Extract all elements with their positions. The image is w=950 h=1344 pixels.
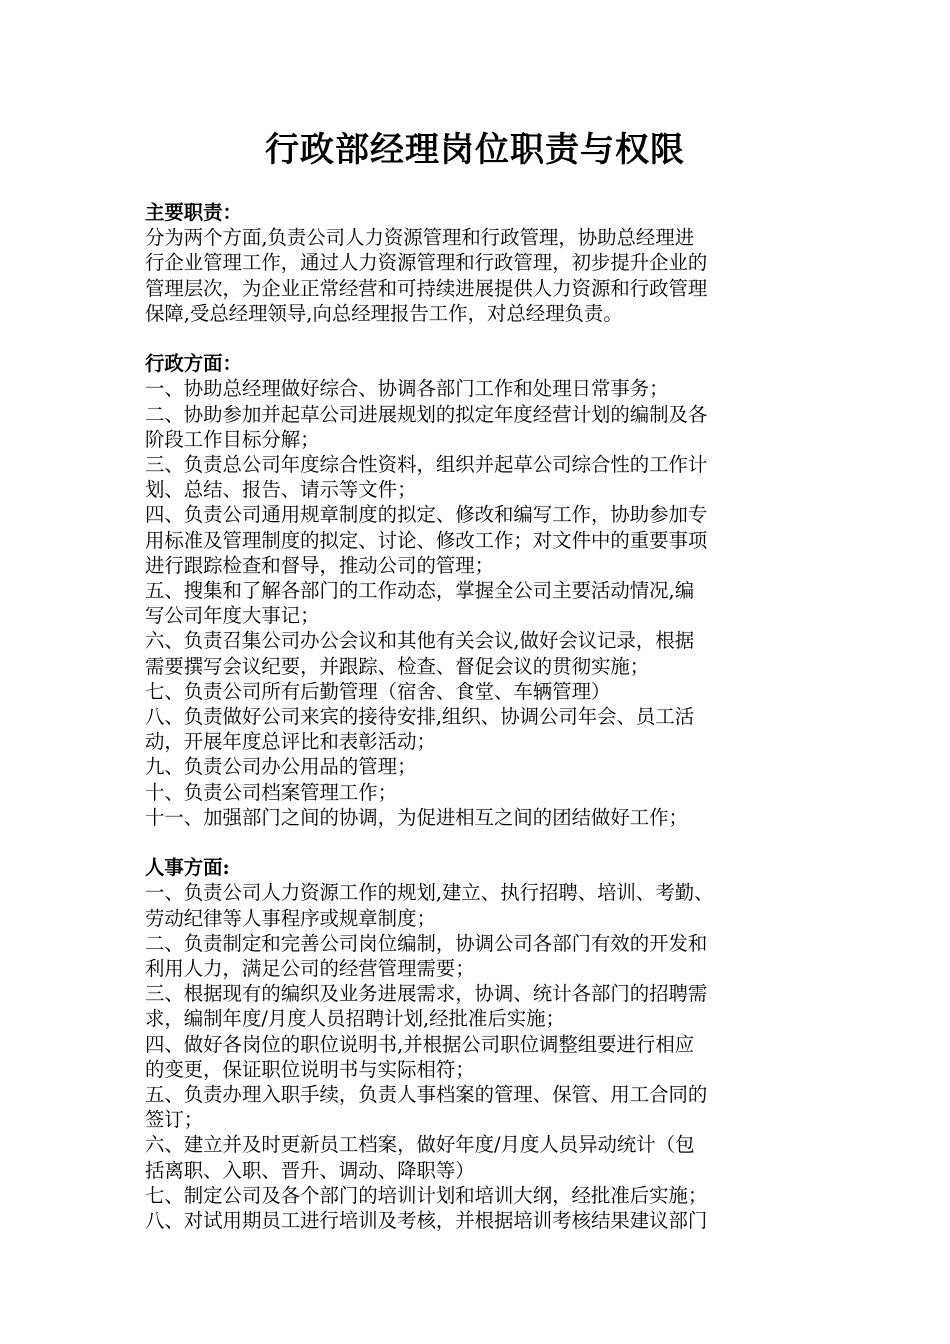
section-main-duties [145,200,825,326]
list-line: 四、做好各岗位的职位说明书,并根据公司职位调整组要进行相应 [145,1032,695,1056]
list-line: 一、协助总经理做好综合、协调各部门工作和处理日常事务； [145,377,669,401]
list-line: 十一、加强部门之间的协调，为促进相互之间的团结做好工作； [145,805,688,829]
list-line: 的变更，保证职位说明书与实际相符； [145,1057,475,1081]
list-line: 用标准及管理制度的拟定、讨论、修改工作；对文件中的重要事项 [145,528,708,552]
section-heading: 主要职责： [145,201,242,224]
paragraph-line: 行企业管理工作，通过人力资源管理和行政管理，初步提升企业的 [145,251,708,275]
list-line: 四、负责公司通用规章制度的拟定、修改和编写工作，协助参加专 [145,503,708,527]
section-heading: 行政方面： [145,352,242,376]
list-line: 九、负责公司办公用品的管理； [145,755,417,779]
list-line: 五、负责办理入职手续，负责人事档案的管理、保管、用工合同的 [145,1083,708,1107]
list-line: 十、负责公司档案管理工作； [145,780,398,804]
section-administration [145,351,825,830]
section-spacer [145,326,825,351]
list-line: 写公司年度大事记； [145,604,320,628]
paragraph-line: 管理层次，为企业正常经营和可持续进展提供人力资源和行政管理 [145,276,708,300]
list-line: 二、协助参加并起草公司进展规划的拟定年度经营计划的编制及各 [145,402,708,426]
list-line: 八、负责做好公司来宾的接待安排,组织、协调公司年会、员工活 [145,705,695,729]
list-line: 八、对试用期员工进行培训及考核，并根据培训考核结果建议部门 [145,1209,708,1233]
section-spacer [145,830,825,855]
list-line: 七、制定公司及各个部门的培训计划和培训大纲，经批准后实施； [145,1183,708,1207]
list-line: 一、负责公司人力资源工作的规划,建立、执行招聘、培训、考勤、 [145,881,714,905]
section-heading: 人事方面: [145,856,230,880]
list-line: 划、总结、报告、请示等文件； [145,478,417,502]
paragraph-line: 保障,受总经理领导,向总经理报告工作，对总经理负责。 [145,301,623,325]
document-body [145,200,825,1233]
list-line: 七、负责公司所有后勤管理（宿舍、食堂、车辆管理） [145,679,611,703]
list-line: 进行跟踪检查和督导，推动公司的管理； [145,553,495,577]
list-line: 括离职、入职、晋升、调动、降职等） [145,1158,475,1182]
list-line: 动，开展年度总评比和表彰活动； [145,730,436,754]
section-personnel [145,855,825,1233]
list-line: 六、建立并及时更新员工档案，做好年度/月度人员异动统计（包 [145,1133,695,1157]
list-line: 利用人力，满足公司的经营管理需要； [145,957,475,981]
list-line: 需要撰写会议纪要，并跟踪、检查、督促会议的贯彻实施； [145,654,650,678]
list-line: 劳动纪律等人事程序或规章制度； [145,906,436,930]
paragraph-line: 分为两个方面,负责公司人力资源管理和行政管理，协助总经理进 [145,226,695,250]
list-line: 六、负责召集公司办公会议和其他有关会议,做好会议记录，根据 [145,629,695,653]
list-line: 阶段工作目标分解； [145,427,320,451]
list-line: 签订； [145,1108,204,1132]
list-line: 三、负责总公司年度综合性资料，组织并起草公司综合性的工作计 [145,453,708,477]
list-line: 二、负责制定和完善公司岗位编制，协调公司各部门有效的开发和 [145,931,708,955]
list-line: 五、搜集和了解各部门的工作动态，掌握全公司主要活动情况,编 [145,579,695,603]
list-line: 求，编制年度/月度人员招聘计划,经批准后实施； [145,1007,565,1031]
document-title: 行政部经理岗位职责与权限 [265,130,685,170]
list-line: 三、根据现有的编织及业务进展需求，协调、统计各部门的招聘需 [145,982,708,1006]
